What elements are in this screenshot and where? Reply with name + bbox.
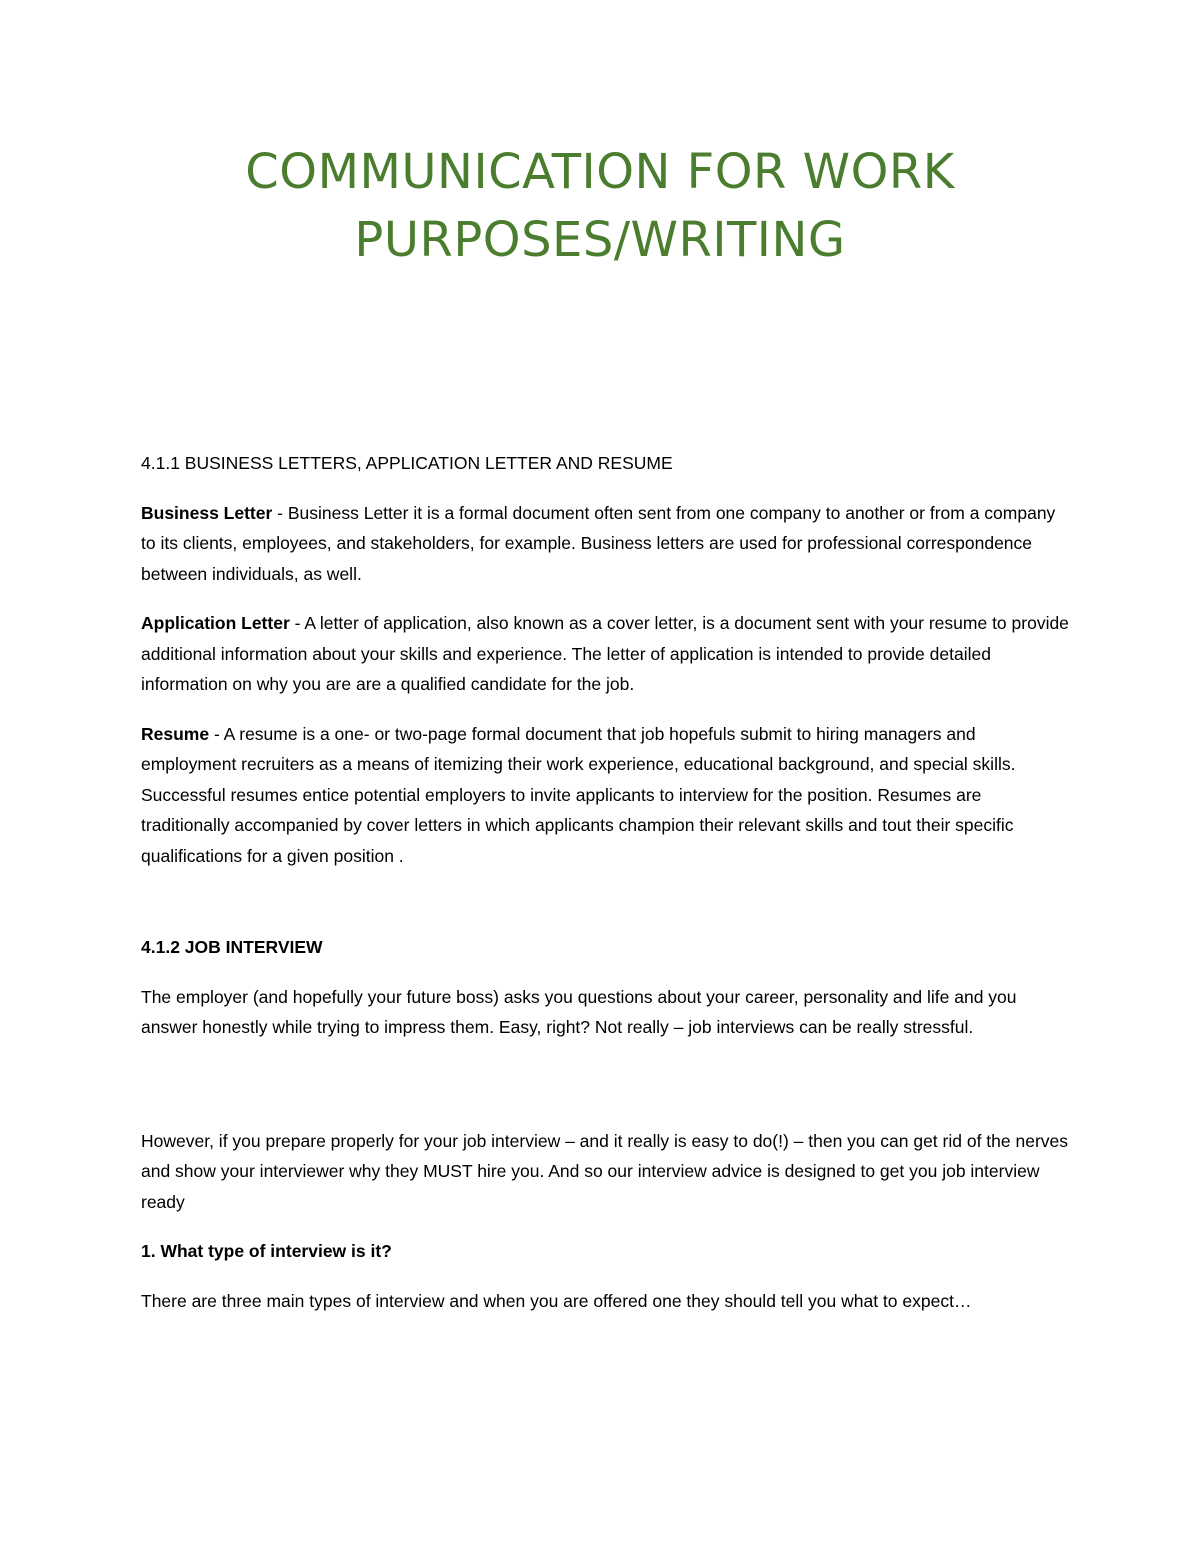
definition-application-letter: - A letter of application, also known as a cover letter, is a document sent with your resume to provide additional information about your skills and experience. The letter of application is intended to provide detailed information on why you are are a qualified candidate for the job.	[141, 613, 1069, 694]
subheading-interview-type: 1. What type of interview is it?	[141, 1241, 392, 1261]
spacer	[141, 1062, 1071, 1126]
spacer	[141, 890, 1071, 932]
paragraph-resume	[141, 719, 1071, 872]
definition-resume: - A resume is a one- or two-page formal document that job hopefuls submit to hiring managers and employment recruiters as a means of itemizing their work experience, educational background, and special skills. Successful resumes entice potential employers to invite applicants to interview for the position. Resumes are traditionally accompanied by cover letters in which applicants champion their relevant skills and tout their specific qualifications for a given position .	[141, 723, 1016, 866]
paragraph-business-letter	[141, 498, 1071, 590]
term-business-letter: Business Letter	[141, 502, 273, 523]
paragraph-interview-prepare: However, if you prepare properly for your job interview – and it really is easy to do(!) – then you can get rid of the nerves and show your interviewer why they MUST hire you. And so our interview advice is designed to get you job interview ready	[141, 1130, 1069, 1212]
term-resume: Resume	[141, 723, 210, 744]
paragraph-interview-intro: The employer (and hopefully your future boss) asks you questions about your career, personality and life and you answer honestly while trying to impress them. Easy, right? Not really – job interviews can be really stressful.	[141, 986, 1017, 1037]
document-body	[141, 448, 1071, 1335]
paragraph-interview-types: There are three main types of interview and when you are offered one they should tell you what to expect…	[141, 1290, 972, 1311]
title-line-2: PURPOSES/WRITING	[354, 212, 846, 268]
section-heading-job-interview: 4.1.2 JOB INTERVIEW	[141, 937, 323, 957]
section-heading-business-letters: 4.1.1 BUSINESS LETTERS, APPLICATION LETTER AND RESUME	[141, 453, 673, 473]
document-title	[0, 138, 1200, 274]
paragraph-application-letter	[141, 608, 1071, 700]
term-application-letter: Application Letter	[141, 613, 290, 633]
definition-business-letter: - Business Letter it is a formal document often sent from one company to another or from a company to its clients, employees, and stakeholders, for example. Business letters are used for professional correspondence between individuals, as well.	[141, 502, 1056, 584]
title-line-1: COMMUNICATION FOR WORK	[245, 144, 955, 200]
